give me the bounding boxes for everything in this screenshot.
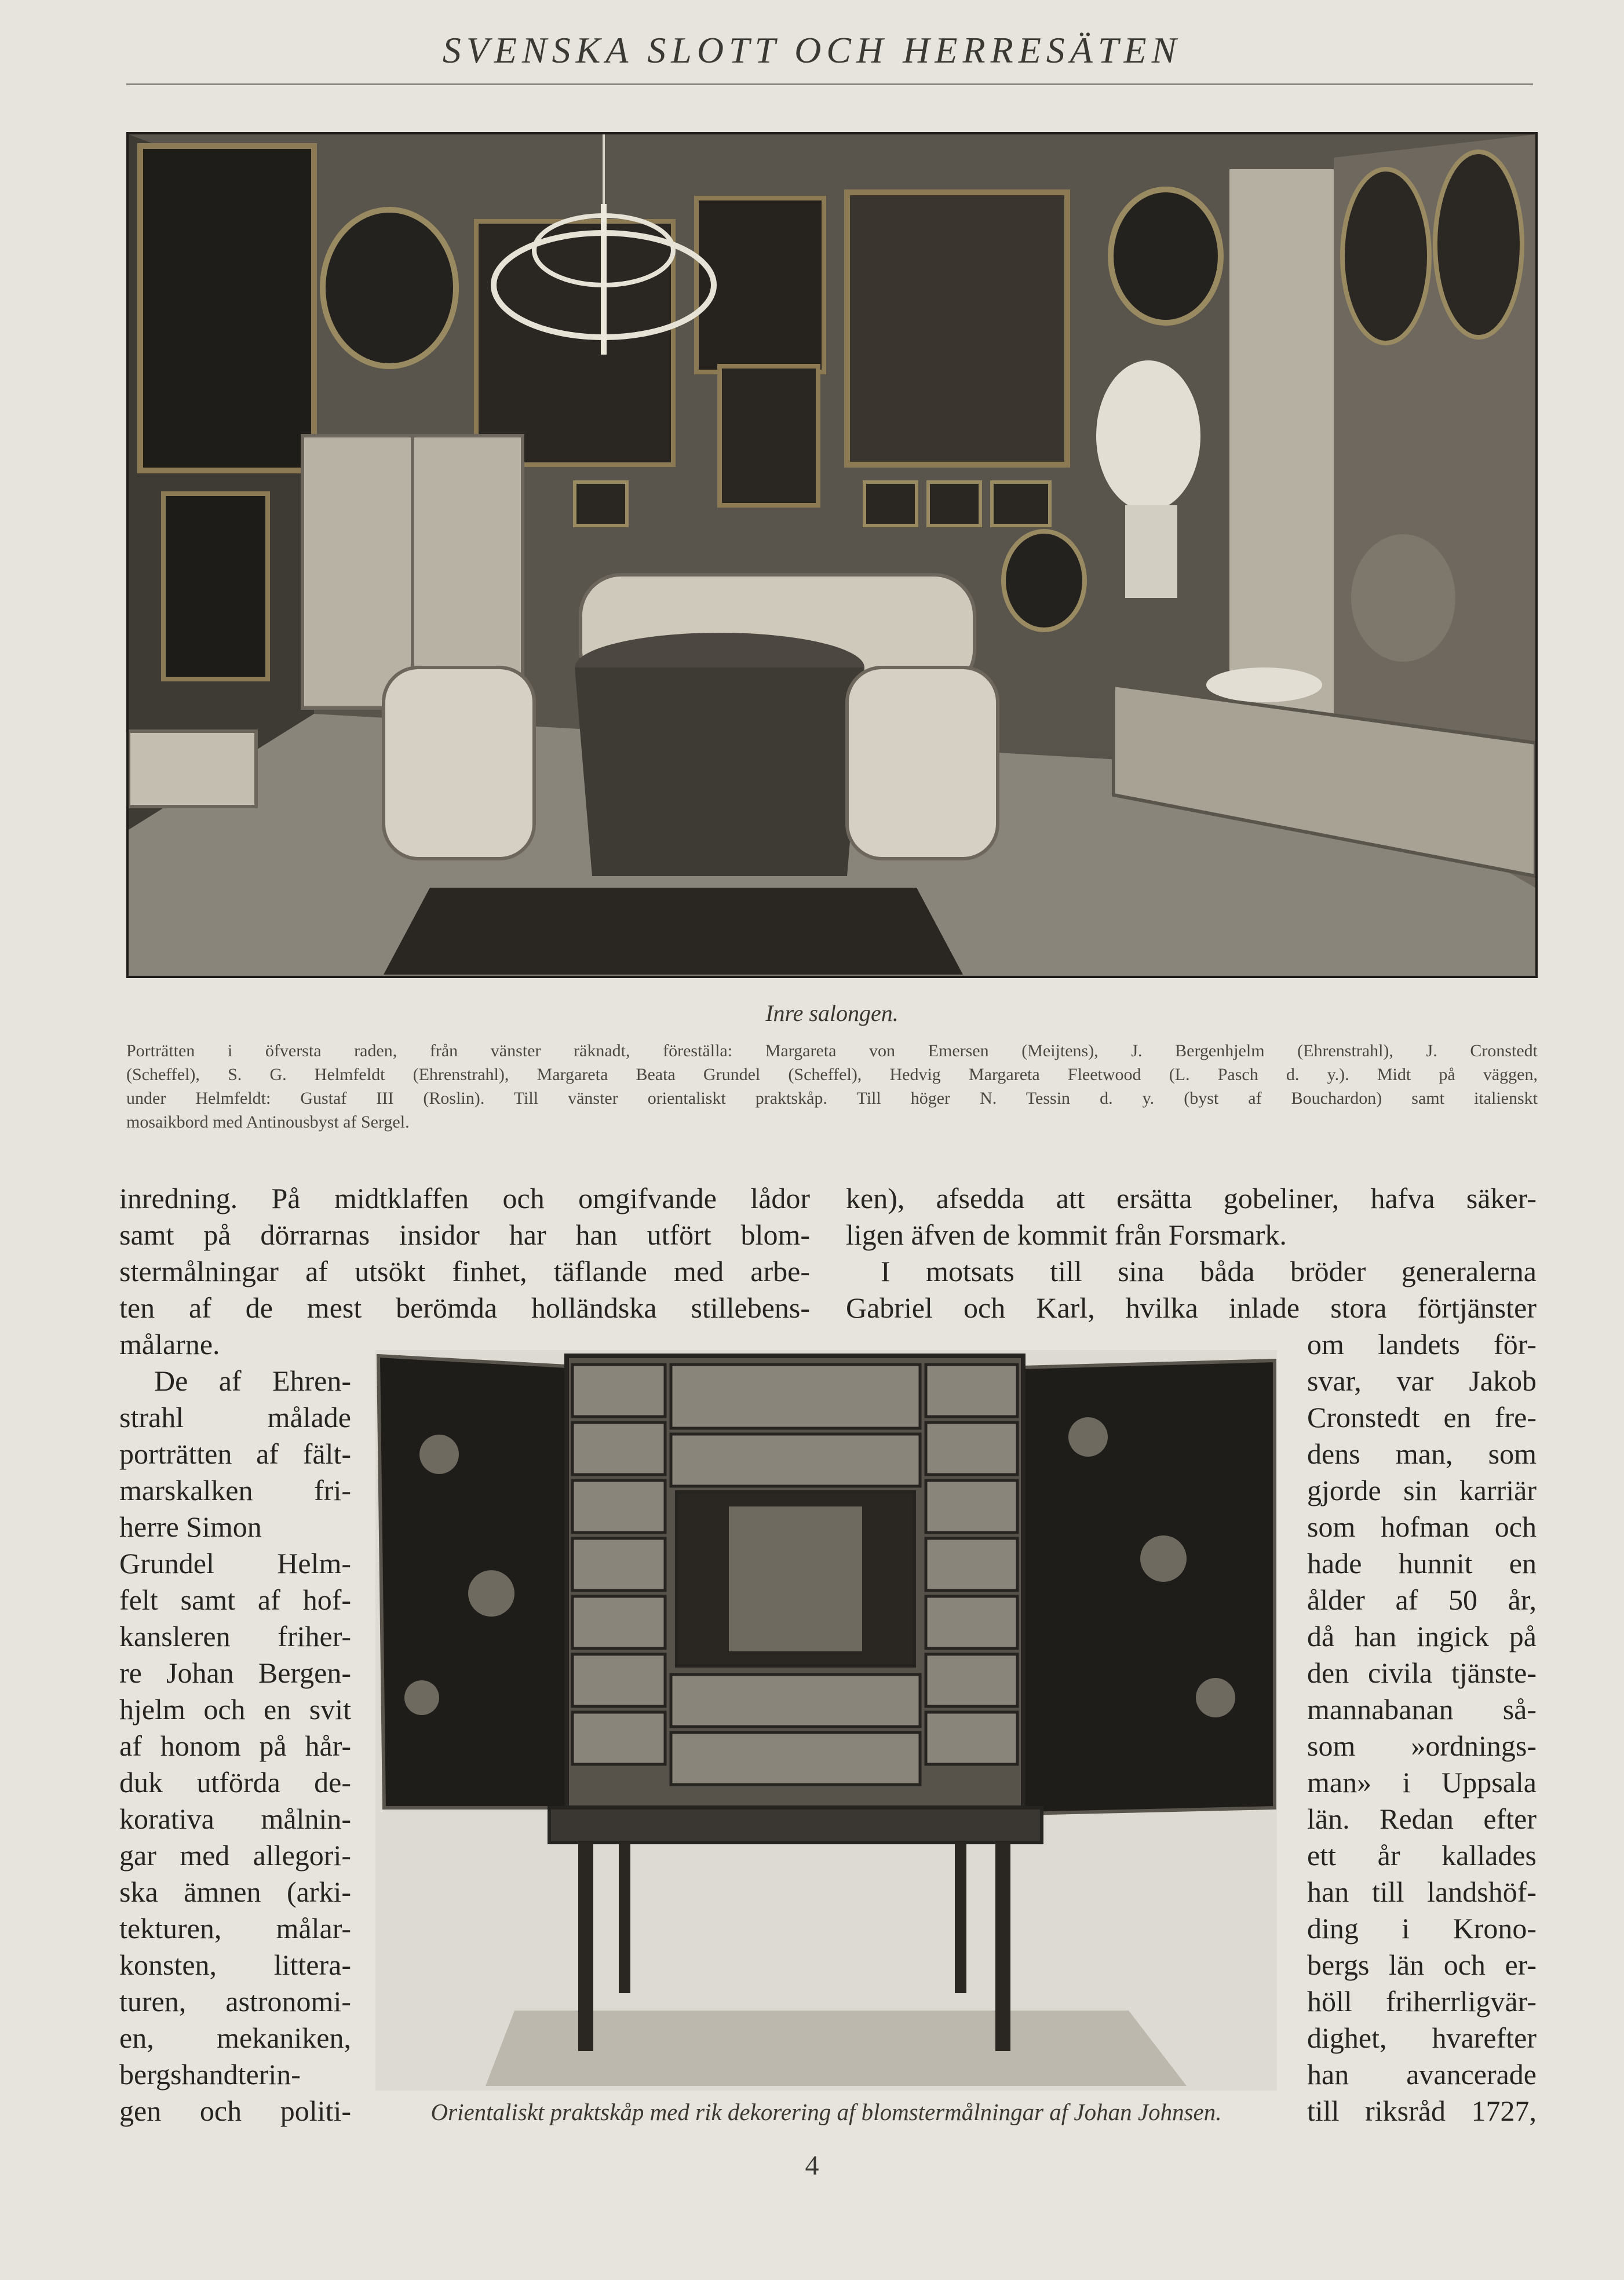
text-line: till riksråd 1727, xyxy=(1307,2095,1537,2127)
text-line: svar, var Jakob xyxy=(1307,1365,1537,1397)
caption-line: under Helmfeldt: Gustaf III (Roslin). Till vänster orientaliskt praktskåp. Till höger N. Tessin d. y. (byst af Bouchardon) samt italienskt xyxy=(126,1089,1538,1108)
text-line: om landets för- xyxy=(1307,1328,1537,1360)
header-rule xyxy=(126,83,1533,85)
text-line: som hofman och xyxy=(1307,1511,1537,1543)
text-line: Cronstedt en fre- xyxy=(1307,1401,1537,1433)
text-line: bergs län och er- xyxy=(1307,1949,1537,1981)
text-line: ding i Krono- xyxy=(1307,1912,1537,1945)
text-line: län. Redan efter xyxy=(1307,1803,1537,1835)
text-line: målarne. xyxy=(119,1328,220,1360)
text-line: I motsats till sina båda bröder generalerna xyxy=(881,1255,1537,1287)
right-column-top xyxy=(846,1180,1537,1326)
text-line: han till landshöf- xyxy=(1307,1876,1537,1908)
salon-photograph xyxy=(126,132,1538,978)
text-line: Grundel Helm- xyxy=(119,1547,351,1579)
text-line: marskalken fri- xyxy=(119,1474,351,1506)
right-column-narrow xyxy=(1307,1326,1537,2129)
text-line: af honom på hår- xyxy=(119,1730,351,1762)
text-line: porträtten af fält- xyxy=(119,1438,351,1470)
text-line: dighet, hvarefter xyxy=(1307,2022,1537,2054)
text-line: ålder af 50 år, xyxy=(1307,1584,1537,1616)
text-line: felt samt af hof- xyxy=(119,1584,351,1616)
text-line: ligen äfven de kommit från Forsmark. xyxy=(846,1219,1287,1251)
text-line: gen och politi- xyxy=(119,2095,351,2127)
text-line: ett år kallades xyxy=(1307,1839,1537,1872)
text-line: gjorde sin karriär xyxy=(1307,1474,1537,1506)
text-line: han avancerade xyxy=(1307,2058,1537,2091)
text-line: som »ordnings- xyxy=(1307,1730,1537,1762)
text-line: konsten, littera- xyxy=(119,1949,351,1981)
text-line: mannabanan så- xyxy=(1307,1693,1537,1725)
text-line: inredning. På midtklaffen och omgifvande lådor xyxy=(119,1182,810,1214)
text-line: kansleren friher- xyxy=(119,1620,351,1652)
salon-photo-illustration xyxy=(129,134,1535,976)
text-line: den civila tjänste- xyxy=(1307,1657,1537,1689)
text-line: en, mekaniken, xyxy=(119,2022,351,2054)
text-line: tekturen, målar- xyxy=(119,1912,351,1945)
caption-line: mosaikbord med Antinousbyst af Sergel. xyxy=(126,1112,410,1132)
text-line: man» i Uppsala xyxy=(1307,1766,1537,1799)
text-line: turen, astronomi- xyxy=(119,1985,351,2018)
text-line: ten af de mest berömda holländska stillebens- xyxy=(119,1292,810,1324)
salon-figure-caption xyxy=(126,1039,1538,1134)
caption-line: (Scheffel), S. G. Helmfeldt (Ehrenstrahl), Margareta Beata Grundel (Scheffel), Hedvig Margareta Fleetwood (L. Pasch d. y.). Midt på väggen, xyxy=(126,1065,1538,1084)
text-line: hade hunnit en xyxy=(1307,1547,1537,1579)
text-line: då han ingick på xyxy=(1307,1620,1537,1652)
left-column-narrow xyxy=(119,1363,351,2129)
text-line: höll friherrligvär- xyxy=(1307,1985,1537,2018)
cabinet-figure-caption: Orientaliskt praktskåp med rik dekorering af blomstermålningar af Johan Johnsen. xyxy=(430,2099,1222,2125)
text-line: bergshandterin- xyxy=(119,2058,301,2091)
running-header: SVENSKA SLOTT OCH HERRESÄTEN xyxy=(442,30,1182,71)
text-line: strahl målade xyxy=(119,1401,351,1433)
text-line: De af Ehren- xyxy=(154,1365,351,1397)
text-line: Gabriel och Karl, hvilka inlade stora förtjänster xyxy=(846,1292,1537,1324)
text-line: hjelm och en svit xyxy=(119,1693,351,1725)
text-line: ken), afsedda att ersätta gobeliner, hafva säker- xyxy=(846,1182,1537,1214)
text-line: duk utförda de- xyxy=(119,1766,351,1799)
cabinet-photo-illustration xyxy=(375,1350,1277,2091)
salon-figure-title: Inre salongen. xyxy=(765,1000,899,1026)
text-line: samt på dörrarnas insidor har han utfört blom- xyxy=(119,1219,810,1251)
cabinet-photograph xyxy=(375,1350,1277,2091)
text-line: herre Simon xyxy=(119,1511,262,1543)
page-number: 4 xyxy=(805,2150,819,2181)
text-line: stermålningar af utsökt finhet, täflande med arbe- xyxy=(119,1255,810,1287)
text-line: ska ämnen (arki- xyxy=(119,1876,351,1908)
caption-line: Porträtten i öfversta raden, från vänster räknadt, föreställa: Margareta von Emersen (Meijtens), J. Bergenhjelm (Ehrenstrahl), J. Cronstedt xyxy=(126,1041,1538,1060)
left-column-top xyxy=(119,1180,810,1363)
text-line: re Johan Bergen- xyxy=(119,1657,351,1689)
text-line: korativa målnin- xyxy=(119,1803,351,1835)
text-line: dens man, som xyxy=(1307,1438,1537,1470)
text-line: gar med allegori- xyxy=(119,1839,351,1872)
